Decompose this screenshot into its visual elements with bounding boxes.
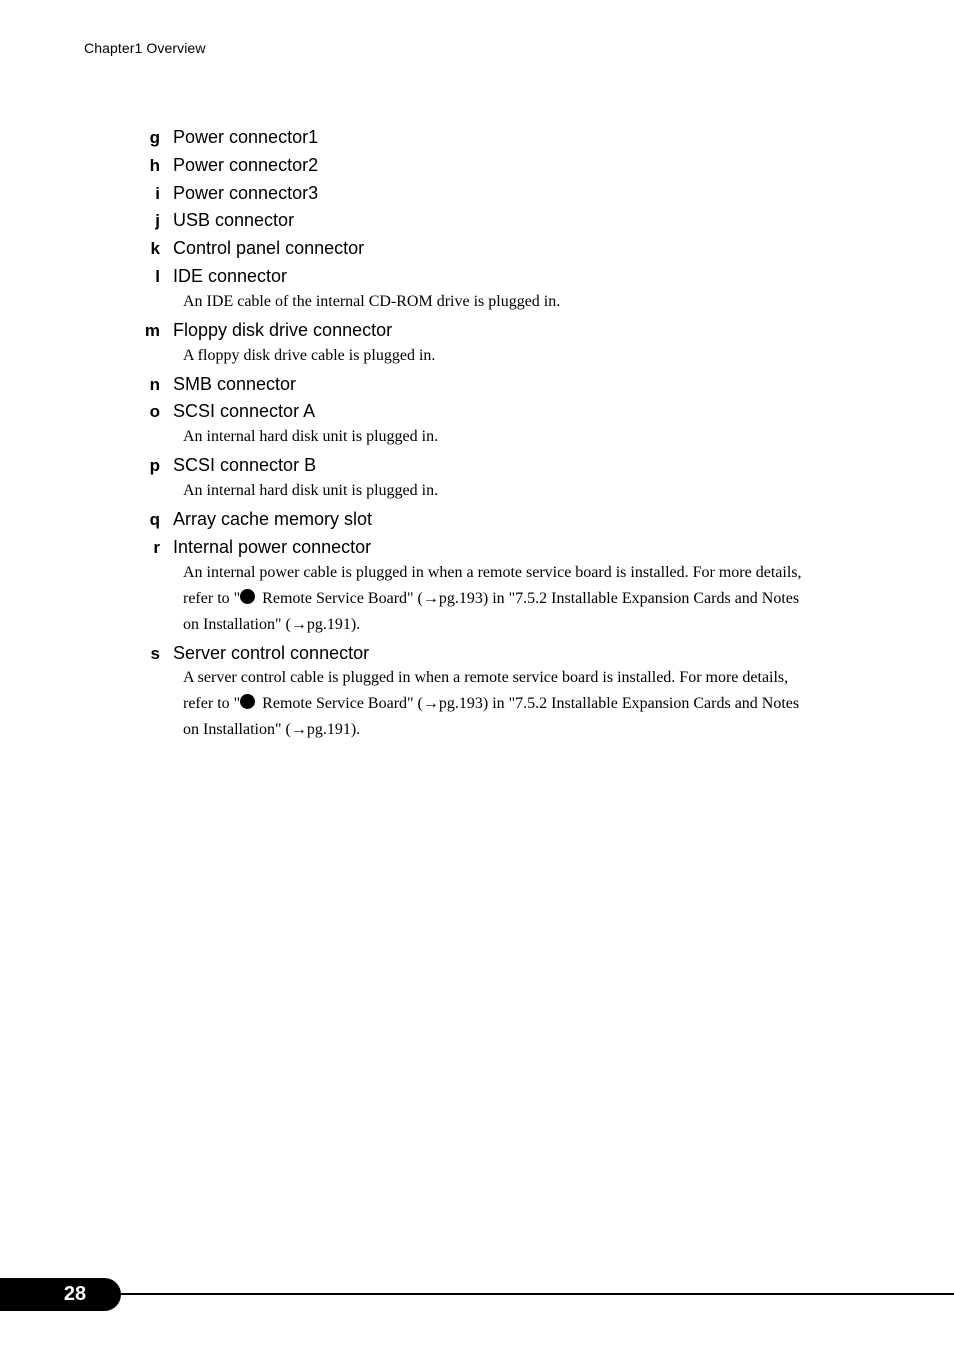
item-letter: j [155,211,160,231]
bullet-dot-icon [240,589,255,604]
running-header: Chapter1 Overview [84,40,206,56]
description-line: A server control cable is plugged in when a remote service board is installed. For more details, [183,669,789,687]
list-item [138,207,838,235]
item-title: Power connector3 [173,182,319,203]
list-item [138,180,838,208]
item-title: IDE connector [173,265,288,286]
item-description [183,560,838,638]
item-title: Control panel connector [173,238,365,259]
item-description [183,665,838,743]
item-letter: h [149,155,160,175]
bullet-dot-icon [240,694,255,709]
list-item [138,263,838,315]
item-title: SCSI connector A [173,401,316,422]
item-heading [138,124,838,152]
item-title: SMB connector [173,373,297,394]
list-item [138,398,838,450]
item-heading [138,180,838,208]
description-line: An internal power cable is plugged in when a remote service board is installed. For more details, [183,563,802,581]
item-title: Internal power connector [173,536,372,557]
page-number-tab [0,1278,121,1311]
item-heading [138,317,838,345]
item-title: Server control connector [173,642,370,663]
item-title: Floppy disk drive connector [173,319,393,340]
list-item [138,452,838,504]
list-item [138,235,838,263]
footer-rule [110,1293,954,1295]
item-heading [138,263,838,291]
item-heading [138,640,838,668]
description-line: An internal hard disk unit is plugged in. [183,428,439,446]
item-letter: k [150,239,160,259]
description-line: A floppy disk drive cable is plugged in. [183,346,436,364]
item-description [183,424,838,450]
item-heading [138,506,838,534]
item-heading [138,452,838,480]
item-letter: q [149,509,160,529]
item-letter: p [149,456,160,476]
description-line: on Installation" (→pg.191). [183,721,361,739]
description-text: refer to " [183,589,241,607]
connector-list [138,124,838,745]
item-letter: i [155,183,160,203]
description-line [183,691,838,717]
item-description [183,343,838,369]
item-heading [138,207,838,235]
item-title: SCSI connector B [173,455,317,476]
list-item [138,317,838,369]
item-heading [138,371,838,399]
item-title: Array cache memory slot [173,508,373,529]
description-line: An IDE cable of the internal CD-ROM drive is plugged in. [183,292,561,310]
item-heading [138,235,838,263]
description-text: refer to " [183,695,241,713]
list-item [138,124,838,152]
item-description [183,478,838,504]
cross-reference-link: Remote Service Board" (→pg.193) in "7.5.2 Installable Expansion Cards and Notes [258,589,800,607]
item-letter: o [149,402,160,422]
item-title: Power connector1 [173,127,319,147]
description-line: An internal hard disk unit is plugged in. [183,481,439,499]
item-heading [138,398,838,426]
description-line: on Installation" (→pg.191). [183,615,361,633]
description-line [183,586,838,612]
item-letter: l [155,266,160,286]
item-letter: m [144,320,160,340]
list-item [138,371,838,399]
item-title: Power connector2 [173,154,319,175]
cross-reference-link: Remote Service Board" (→pg.193) in "7.5.2 Installable Expansion Cards and Notes [258,695,800,713]
list-item [138,506,838,534]
item-letter: n [149,374,160,394]
item-letter: g [149,128,160,147]
page-number: 28 [63,1283,87,1305]
item-title: USB connector [173,210,295,231]
list-item [138,152,838,180]
item-heading [138,534,838,562]
item-letter: s [150,643,160,663]
item-letter: r [153,537,160,557]
list-item [138,534,838,638]
item-description [183,289,838,315]
item-heading [138,152,838,180]
list-item [138,640,838,744]
